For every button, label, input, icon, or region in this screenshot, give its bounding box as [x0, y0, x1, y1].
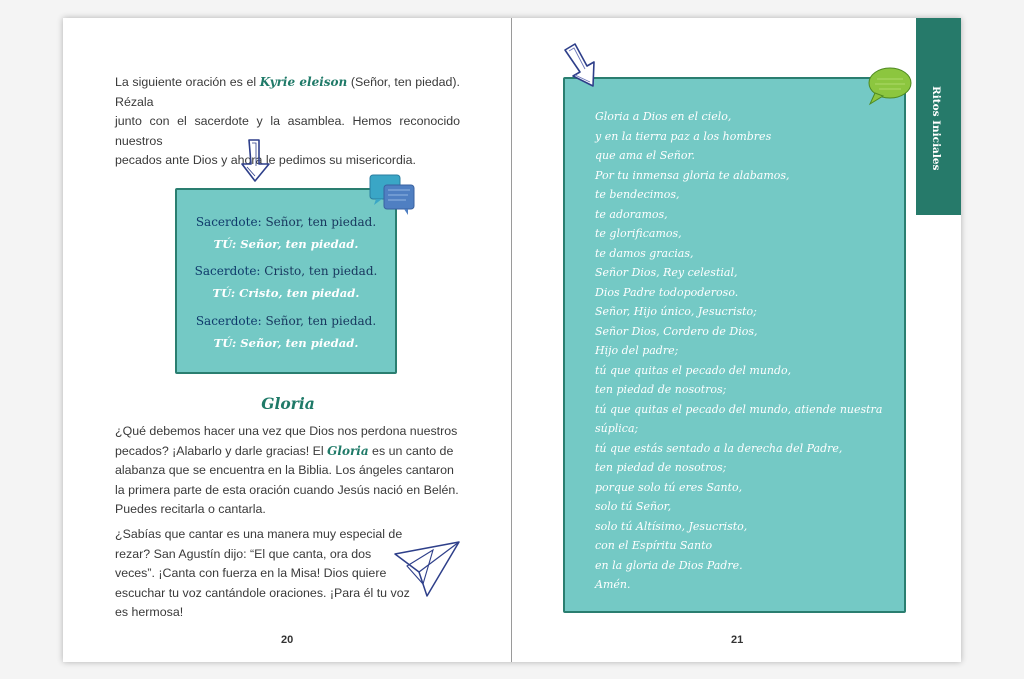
- gloria-line: Señor Dios, Rey celestial,: [595, 266, 738, 279]
- gloria-intro-paragraph: ¿Qué debemos hacer una vez que Dios nos perdona nuestros pecados? ¡Alabarlo y darle gracias! El Gloria es un canto de alabanza que se encuentra en la Biblia. Los ángeles cantaron la primera parte de esta oración cuando Jesús nació en Belén. Puedes recitarla o cantarla.: [115, 424, 459, 517]
- speech-bubble-icon: [865, 65, 913, 107]
- gloria-line: solo tú Altísimo, Jesucristo,: [595, 519, 748, 533]
- gloria-line: Gloria a Dios en el cielo,: [595, 110, 732, 123]
- gloria-line: con el Espíritu Santo: [595, 539, 713, 552]
- kyrie-response-line: TÚ: Señor, ten piedad.: [213, 336, 359, 350]
- gloria-section-title: Gloria: [261, 394, 315, 413]
- kyrie-priest-line: Sacerdote: Cristo, ten piedad.: [194, 264, 378, 278]
- singing-paragraph: ¿Sabías que cantar es una manera muy especial de rezar? San Agustín dijo: “El que canta, ora dos veces”. ¡Canta con fuerza en la Misa! Dios quiere escuchar tu voz cantándole oraciones. ¡Para él tu voz es hermosa!: [115, 527, 410, 620]
- book-spread: [63, 18, 961, 662]
- gloria-line: te damos gracias,: [595, 246, 694, 260]
- gloria-line: te adoramos,: [595, 207, 668, 221]
- chat-bubbles-icon: [368, 173, 418, 219]
- page-number-left: 20: [281, 634, 294, 646]
- gloria-line: Amén.: [595, 578, 631, 591]
- kyrie-response-line: TÚ: Cristo, ten piedad.: [212, 286, 360, 300]
- gloria-line: ten piedad de nosotros;: [595, 461, 727, 474]
- down-right-arrow-icon: [561, 42, 601, 90]
- gloria-line: y en la tierra paz a los hombres: [595, 129, 772, 143]
- intro-paragraph: La siguiente oración es el Kyrie eleison (Señor, ten piedad). Rézala junto con el sacerdote y la asamblea. Hemos reconocido nuestros pecados ante Dios y ahora le pedimos su misericordia.: [115, 75, 460, 168]
- gloria-line: te bendecimos,: [595, 188, 680, 201]
- down-arrow-icon: [239, 138, 275, 184]
- gloria-term: Gloria: [327, 443, 369, 458]
- section-tab-label: Ritos Iniciales: [930, 86, 942, 171]
- gloria-line: tú que quitas el pecado del mundo,: [595, 363, 792, 377]
- paper-planes-icon: [393, 540, 463, 598]
- kyrie-dialogue-box: [175, 188, 397, 374]
- kyrie-priest-line: Sacerdote: Señor, ten piedad.: [195, 215, 377, 229]
- gloria-line: Hijo del padre;: [595, 344, 679, 357]
- gloria-line: te glorificamos,: [595, 227, 682, 240]
- gloria-line: solo tú Señor,: [595, 500, 672, 513]
- page-gutter: [511, 18, 512, 662]
- gloria-line: porque solo tú eres Santo,: [595, 480, 743, 494]
- kyrie-response-line: TÚ: Señor, ten piedad.: [213, 237, 359, 251]
- gloria-line: Por tu inmensa gloria te alabamos,: [595, 168, 790, 182]
- gloria-line: Dios Padre todopoderoso.: [595, 285, 739, 299]
- gloria-line: Señor Dios, Cordero de Dios,: [595, 324, 758, 338]
- gloria-line: en la gloria de Dios Padre.: [595, 558, 743, 572]
- page-number-right: 21: [731, 634, 744, 646]
- kyrie-eleison-term: Kyrie eleison: [259, 75, 348, 89]
- gloria-prayer-box: [563, 77, 906, 613]
- gloria-line: Señor, Hijo único, Jesucristo;: [595, 305, 757, 318]
- gloria-line: tú que quitas el pecado del mundo, atiende nuestra: [595, 402, 883, 416]
- section-tab: [916, 18, 961, 215]
- gloria-line: tú que estás sentado a la derecha del Padre,: [595, 441, 843, 455]
- gloria-line: que ama el Señor.: [595, 149, 695, 162]
- kyrie-priest-line: Sacerdote: Señor, ten piedad.: [195, 314, 377, 328]
- gloria-line: súplica;: [595, 422, 639, 435]
- gloria-line: ten piedad de nosotros;: [595, 383, 727, 396]
